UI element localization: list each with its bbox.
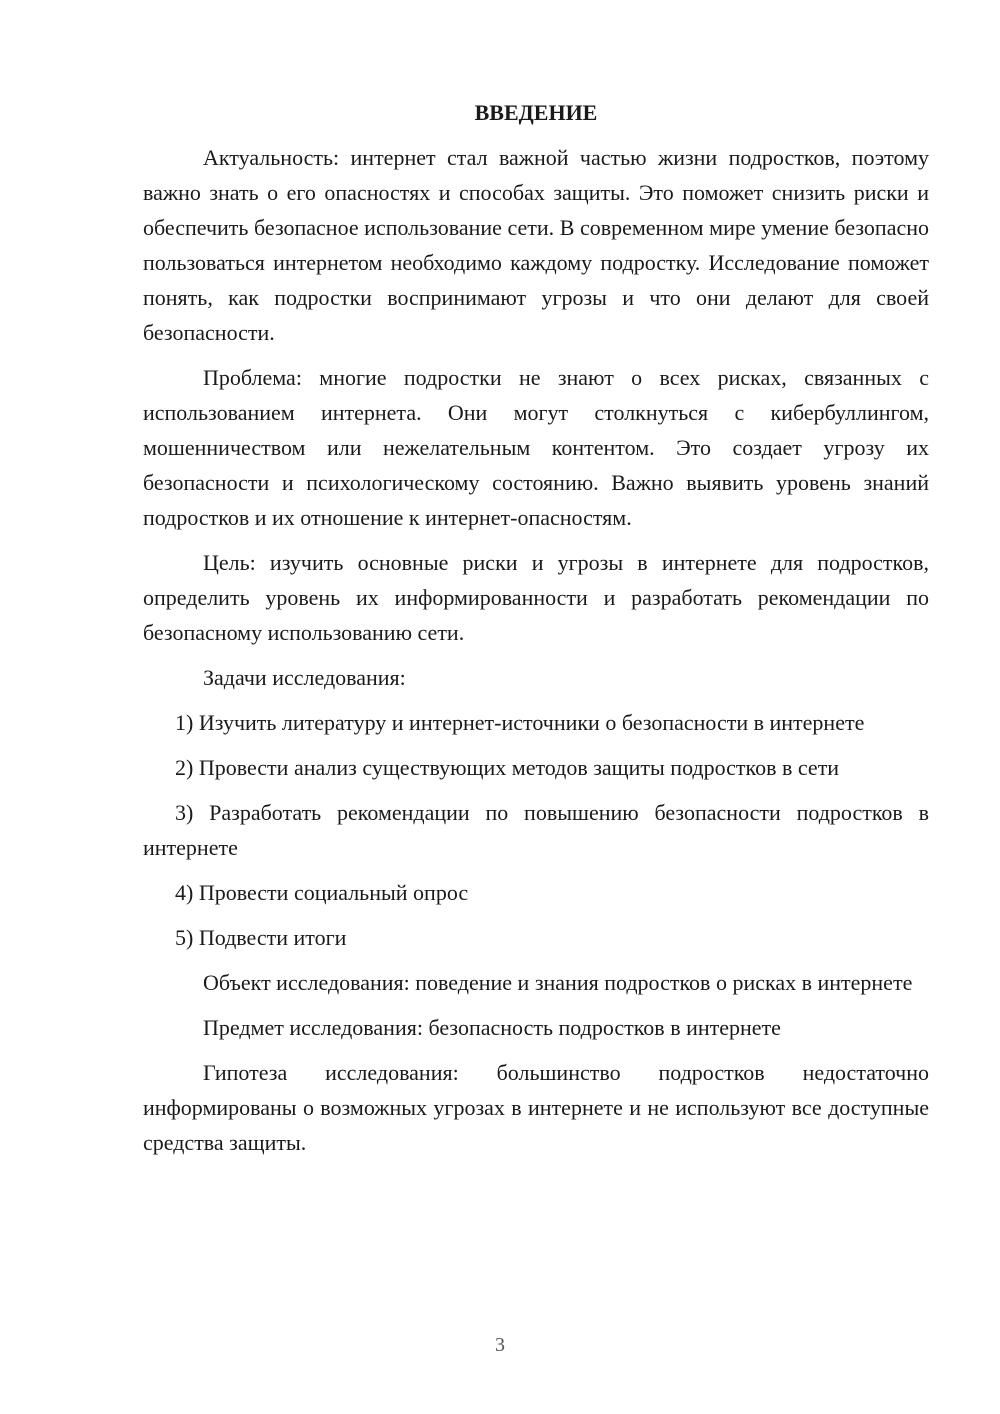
document-page — [143, 95, 929, 1170]
task-item-4: 4) Провести социальный опрос — [175, 880, 469, 905]
paragraph-object: Объект исследования: поведение и знания подростков о рисках в интернете — [203, 970, 913, 995]
paragraph-hypothesis: Гипотеза исследования: большинство подростков недостаточно информированы о возможных угрозах в интернете и не используют все доступные средства защиты. — [143, 1060, 929, 1155]
paragraph-relevance: Актуальность: интернет стал важной частью жизни подростков, поэтому важно знать о его опасностях и способах защиты. Это поможет снизить риски и обеспечить безопасное использование сети. В современном мире умение безопасно пользоваться интернетом необходимо каждому подростку. Исследование поможет понять, как подростки воспринимают угрозы и что они делают для своей безопасности. — [143, 145, 929, 345]
task-item-3: 3) Разработать рекомендации по повышению безопасности подростков в интернете — [143, 800, 929, 860]
paragraph-problem: Проблема: многие подростки не знают о всех рисках, связанных с использованием интернета. Они могут столкнуться с кибербуллингом, мошенничеством или нежелательным контентом. Это создает угрозу их безопасности и психологическому состоянию. Важно выявить уровень знаний подростков и их отношение к интернет-опасностям. — [143, 365, 929, 530]
task-item-2: 2) Провести анализ существующих методов защиты подростков в сети — [175, 755, 840, 780]
paragraph-subject: Предмет исследования: безопасность подростков в интернете — [203, 1015, 781, 1040]
page-title: ВВЕДЕНИЕ — [474, 100, 598, 125]
page-number: 3 — [495, 1334, 505, 1356]
paragraph-goal: Цель: изучить основные риски и угрозы в интернете для подростков, определить уровень их информированности и разработать рекомендации по безопасному использованию сети. — [143, 550, 929, 645]
task-item-5: 5) Подвести итоги — [175, 925, 347, 950]
task-item-1: 1) Изучить литературу и интернет-источники о безопасности в интернете — [175, 710, 865, 735]
tasks-heading: Задачи исследования: — [203, 665, 406, 690]
